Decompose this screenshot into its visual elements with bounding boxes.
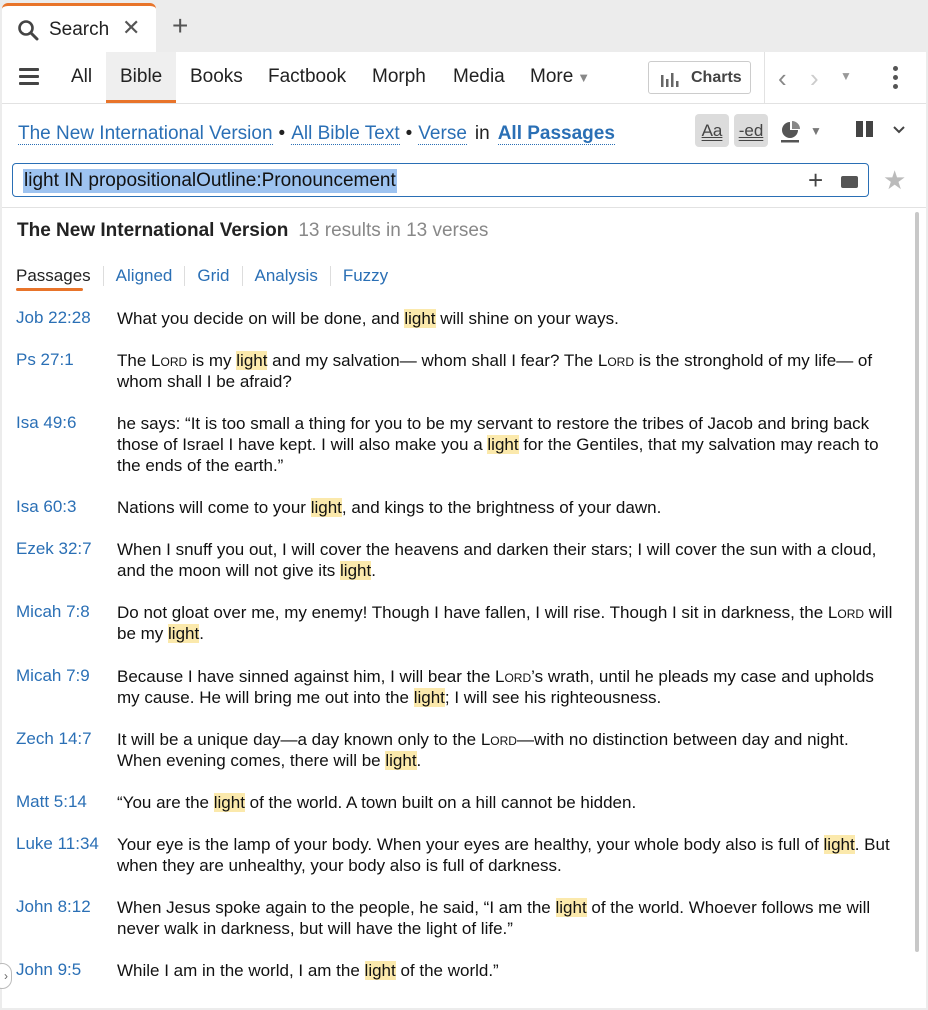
divine-name: Lord <box>151 351 188 370</box>
chevron-right-icon[interactable]: › <box>810 63 819 93</box>
verse-reference-link[interactable]: Luke 11:34 <box>16 834 99 853</box>
text-segment: of the world. A town built on a hill cannot be hidden. <box>244 793 637 812</box>
results-version: The New International Version <box>17 220 289 241</box>
verse-text <box>117 792 897 813</box>
text-segment: When Jesus spoke again to the people, he said, “I am the <box>117 898 556 917</box>
verse-text <box>117 666 897 708</box>
text-segment: will be my <box>117 603 893 643</box>
divine-name: Lord <box>495 667 532 686</box>
scope-bar <box>2 104 926 158</box>
text-segment: ’s wrath, until he pleads my case and upholds my cause. He will bring me out into the <box>117 667 874 707</box>
keyboard-icon[interactable] <box>841 176 858 188</box>
nav-tab-more[interactable] <box>530 66 590 88</box>
nav-tab-media[interactable]: Media <box>453 66 505 87</box>
results-count: 13 results in 13 verses <box>298 220 489 241</box>
search-hit: light <box>487 435 519 454</box>
search-query-text: light IN propositionalOutline:Pronouncement <box>24 170 396 191</box>
text-segment: Your eye is the lamp of your body. When your eyes are healthy, your whole body also is full of <box>117 835 824 854</box>
menu-icon[interactable] <box>19 68 39 85</box>
search-hit: light <box>823 835 855 854</box>
text-segment: Do not gloat over me, my enemy! Though I have fallen, I will rise. Though I sit in darkness, the <box>117 603 828 622</box>
expand-sidebar-icon[interactable]: › <box>0 963 12 989</box>
search-hit: light <box>364 961 396 980</box>
text-segment: of the world. Whoever follows me will never walk in darkness, but will have the light of life.” <box>117 898 871 938</box>
search-icon <box>17 19 39 46</box>
text-segment: . <box>199 624 204 643</box>
search-hit: light <box>213 793 245 812</box>
columns-icon[interactable] <box>855 120 875 143</box>
text-selector[interactable]: All Bible Text <box>291 123 400 144</box>
verse-text <box>117 539 897 581</box>
verse-text <box>117 308 897 329</box>
verse-text <box>117 602 897 644</box>
charts-button[interactable] <box>648 61 751 94</box>
text-segment: and my salvation— whom shall I fear? The <box>267 351 598 370</box>
nav-tab-all[interactable]: All <box>71 66 93 87</box>
chevron-down-icon: ▼ <box>577 70 591 85</box>
bar-chart-icon <box>661 72 681 92</box>
text-segment: ; I will see his righteousness. <box>444 688 662 707</box>
tab-strip <box>0 0 928 52</box>
nav-tab-morph[interactable]: Morph <box>372 66 426 87</box>
text-segment: of the world.” <box>395 961 499 980</box>
text-segment: What you decide on will be done, and <box>117 309 405 328</box>
add-tab-icon[interactable]: + <box>172 10 189 41</box>
verse-text <box>117 413 897 476</box>
verse-text <box>117 729 897 771</box>
search-hit: light <box>555 898 587 917</box>
tab-aligned[interactable]: Aligned <box>103 266 185 286</box>
text-segment: Because I have sinned against him, I will bear the <box>117 667 495 686</box>
font-toggle-button[interactable] <box>695 114 729 147</box>
text-segment: is the stronghold of my life— of whom shall I be afraid? <box>117 351 873 391</box>
verse-text <box>117 960 897 981</box>
verse-reference-link[interactable]: Job 22:28 <box>16 308 91 327</box>
verse-text <box>117 497 897 518</box>
charts-label: Charts <box>691 69 742 86</box>
divider <box>764 52 765 103</box>
search-scope <box>18 123 615 145</box>
inflection-toggle-label: -ed <box>738 121 764 140</box>
result-view-tabs <box>16 266 400 296</box>
close-icon[interactable]: ✕ <box>122 15 141 40</box>
search-hit: light <box>404 309 436 328</box>
search-hit: light <box>310 498 342 517</box>
search-hit: light <box>340 561 372 580</box>
verse-reference-link[interactable]: Ezek 32:7 <box>16 539 92 558</box>
history-dropdown-icon[interactable]: ▼ <box>840 69 852 83</box>
inflection-toggle-button[interactable] <box>734 114 768 147</box>
chevron-left-icon[interactable]: ‹ <box>778 63 787 93</box>
search-hit: light <box>413 688 445 707</box>
text-segment: . <box>416 751 422 770</box>
search-hit: light <box>385 751 417 770</box>
text-segment: . <box>371 561 376 580</box>
bullet: • <box>278 123 286 144</box>
in-label: in <box>474 123 490 144</box>
verse-reference-link[interactable]: Isa 49:6 <box>16 413 77 432</box>
star-icon[interactable]: ★ <box>883 165 907 195</box>
verse-reference-link[interactable]: Matt 5:14 <box>16 792 87 811</box>
nav-tab-books[interactable]: Books <box>190 66 243 87</box>
text-segment: for the Gentiles, that my salvation may reach to the ends of the earth.” <box>117 435 879 475</box>
bullet: • <box>405 123 413 144</box>
divine-name: Lord <box>827 603 865 622</box>
tab-passages[interactable]: Passages <box>16 266 91 285</box>
chevron-down-icon[interactable] <box>892 122 906 140</box>
verse-reference-link[interactable]: Micah 7:9 <box>16 666 90 685</box>
more-label: More <box>530 66 574 87</box>
text-segment: . But when they are unhealthy, your body also is full of darkness. <box>117 835 890 875</box>
results-header <box>17 220 488 242</box>
tab-fuzzy[interactable]: Fuzzy <box>330 266 400 286</box>
text-segment: is my <box>187 351 237 370</box>
text-segment: It will be a unique day—a day known only to the <box>117 730 481 749</box>
verse-reference-link[interactable]: Isa 60:3 <box>16 497 77 516</box>
text-segment: —with no distinction between day and night. When evening comes, there will be <box>117 730 849 770</box>
search-panel <box>2 52 926 1008</box>
active-tab-indicator <box>16 288 83 291</box>
search-hit: light <box>236 351 268 370</box>
verse-reference-link[interactable]: Ps 27:1 <box>16 350 74 369</box>
divine-name: Lord <box>597 351 634 370</box>
search-hit: light <box>168 624 200 643</box>
tab-search[interactable] <box>2 3 156 52</box>
text-segment: The <box>117 351 152 370</box>
unit-selector[interactable]: Verse <box>418 123 467 144</box>
add-term-icon[interactable]: + <box>808 165 824 195</box>
text-segment: he says: “It is too small a thing for you to be my servant to restore the tribes of Jacob and bring back those of Israel I have kept. I will also make you a <box>117 414 870 454</box>
verse-text <box>117 897 897 939</box>
tab-grid[interactable]: Grid <box>184 266 241 286</box>
text-segment: , and kings to the brightness of your dawn. <box>341 498 662 517</box>
speech-bubble-icon[interactable] <box>779 120 801 149</box>
scrollbar[interactable] <box>915 212 919 952</box>
tab-analysis[interactable]: Analysis <box>242 266 330 286</box>
font-toggle-label: Aa <box>701 121 723 140</box>
verse-reference-link[interactable]: Zech 14:7 <box>16 729 92 748</box>
text-segment: Nations will come to your <box>117 498 311 517</box>
text-segment: When I snuff you out, I will cover the heavens and darken their stars; I will cover the sun with a cloud, and the moon will not give its <box>117 540 877 580</box>
version-selector[interactable]: The New International Version <box>18 123 273 144</box>
nav-tab-factbook[interactable]: Factbook <box>268 66 347 87</box>
more-options-icon[interactable] <box>893 66 899 93</box>
verse-reference-link[interactable]: John 9:5 <box>16 960 82 979</box>
verse-text <box>117 350 897 392</box>
divine-name: Lord <box>480 730 517 749</box>
verse-text <box>117 834 897 876</box>
text-segment: While I am in the world, I am the <box>117 961 365 980</box>
chevron-down-icon[interactable]: ▼ <box>810 124 822 138</box>
text-segment: “You are the <box>117 793 214 812</box>
tab-label: Search <box>49 19 110 40</box>
search-type-navbar <box>2 52 926 104</box>
verse-reference-link[interactable]: John 8:12 <box>16 897 91 916</box>
passages-selector[interactable]: All Passages <box>497 123 615 144</box>
text-segment: will shine on your ways. <box>435 309 619 328</box>
verse-reference-link[interactable]: Micah 7:8 <box>16 602 90 621</box>
nav-tab-bible[interactable]: Bible <box>106 52 176 103</box>
search-row <box>2 158 926 208</box>
